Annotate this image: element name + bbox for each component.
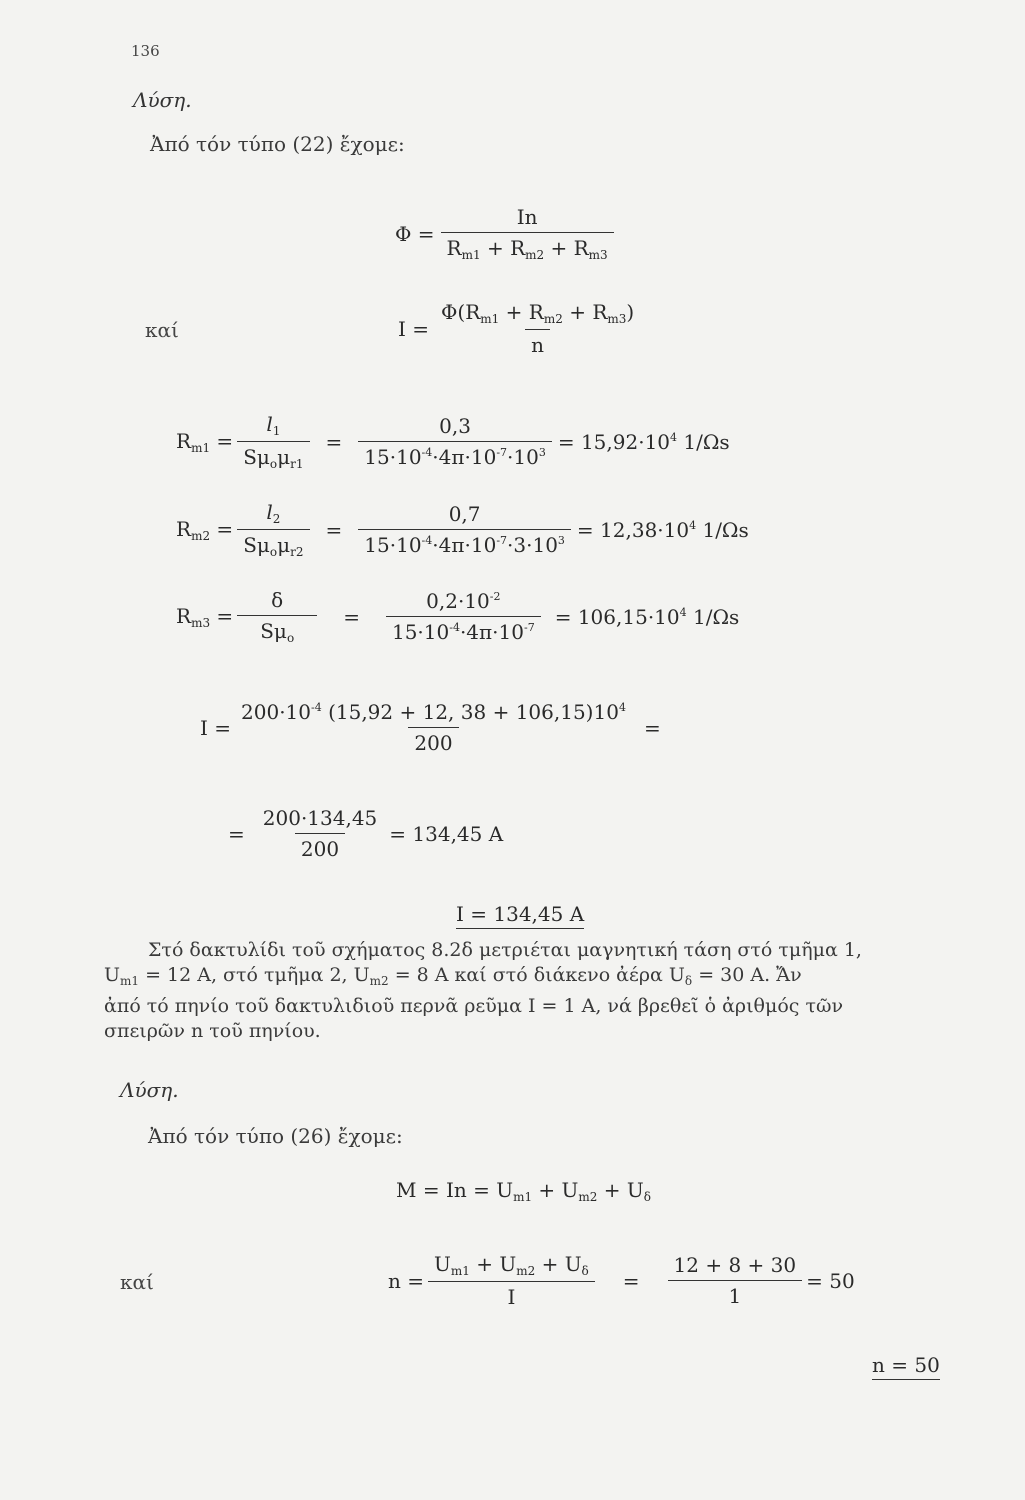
i-calc-formula xyxy=(200,700,661,755)
problem-paragraph xyxy=(104,938,964,1044)
answer-turns xyxy=(872,1353,940,1380)
i-denominator: n xyxy=(525,329,550,357)
rm3-sym-den: $S\mu_o$ xyxy=(237,615,317,645)
kai-label: καί xyxy=(145,318,179,342)
rm3-den: $15\cdot 10^{-4}\cdot 4\pi\cdot 10^{-7}$ xyxy=(386,616,541,644)
i-calc2-num: 200·134,45 xyxy=(262,806,378,830)
rm1-formula xyxy=(176,412,730,471)
answer-current-text: I = 134,45 A xyxy=(456,902,584,929)
n-numeric-fraction xyxy=(668,1253,803,1308)
i-calc2-lead: = xyxy=(228,821,245,846)
solution2-intro: Ἀπό τόν τύπο (26) ἔχομε: xyxy=(148,1124,403,1148)
rm1-result: = $15,92\cdot 10^4$ 1/Ωs xyxy=(557,429,730,454)
problem-line-2: $U_{m1} = 12$ A, στό τμῆμα 2, $U_{m2} = 8$ A καί στό διάκενο ἀέρα $U_\delta = 30$ A. Ἄν xyxy=(104,964,802,988)
page-number: 136 xyxy=(131,42,160,60)
n-sym-den: I xyxy=(428,1281,595,1309)
i-calc2-den: 200 xyxy=(295,833,345,861)
n-val-num: 12 + 8 + 30 xyxy=(673,1253,797,1277)
rm1-numeric-fraction xyxy=(358,414,552,469)
n-equals: = xyxy=(622,1268,640,1293)
answer-turns-text: n = 50 xyxy=(872,1353,940,1380)
solution-intro: Ἀπό τόν τύπο (22) ἔχομε: xyxy=(150,132,405,156)
rm3-num: $0,2\cdot 10^{-2}$ xyxy=(426,589,501,613)
solution2-heading: Λύση. xyxy=(120,1078,179,1102)
n-val-den: 1 xyxy=(668,1280,803,1308)
i-calc-lhs: I = xyxy=(200,715,232,740)
phi-numerator: In xyxy=(516,205,538,229)
rm1-lhs: $R_{m1}$ = xyxy=(176,428,234,455)
rm3-numeric-fraction xyxy=(386,589,541,644)
phi-formula xyxy=(395,205,614,262)
rm1-num: 0,3 xyxy=(439,414,471,438)
n-formula xyxy=(388,1252,855,1309)
rm3-formula xyxy=(176,588,739,645)
answer-current xyxy=(456,902,584,929)
i-numerator: $\Phi(R_{m1} + R_{m2} + R_{m3})$ xyxy=(441,300,635,326)
rm2-symbolic-fraction xyxy=(237,500,309,559)
m-equation-text: $M = In = U_{m1} + U_{m2} + U_\delta$ xyxy=(396,1178,651,1204)
rm3-equals: = xyxy=(343,604,360,629)
rm2-sym-num: $l_2$ xyxy=(266,500,281,526)
n-symbolic-fraction xyxy=(428,1252,595,1309)
i-calc2-fraction xyxy=(257,806,384,861)
m-equation xyxy=(396,1178,651,1204)
rm2-numeric-fraction xyxy=(358,502,571,557)
phi-fraction xyxy=(441,205,614,262)
solution-heading: Λύση. xyxy=(133,88,192,112)
rm2-lhs: $R_{m2}$ = xyxy=(176,516,234,543)
problem-line-1: Στό δακτυλίδι τοῦ σχήματος 8.2δ μετριέται μαγνητική τάση στό τμῆμα 1, xyxy=(148,939,862,961)
n-result: = 50 xyxy=(806,1268,855,1293)
phi-denominator: $R_{m1} + R_{m2} + R_{m3}$ xyxy=(441,232,614,262)
rm3-result: = $106,15\cdot 10^4$ 1/Ωs xyxy=(554,604,740,629)
rm1-symbolic-fraction xyxy=(237,412,309,471)
i-calc2-result: = 134,45 A xyxy=(389,821,504,846)
rm3-symbolic-fraction xyxy=(237,588,317,645)
rm2-equals: = xyxy=(325,517,343,542)
rm1-den: $15\cdot 10^{-4}\cdot 4\pi\cdot 10^{-7}\cdot 10^3$ xyxy=(358,441,552,469)
rm2-num: 0,7 xyxy=(448,502,481,526)
n-lhs: n = xyxy=(388,1268,424,1293)
i-calc-trail: = xyxy=(643,715,661,740)
rm2-den: $15\cdot 10^{-4}\cdot 4\pi\cdot 10^{-7}\cdot 3\cdot 10^3$ xyxy=(358,529,571,557)
rm2-result: = $12,38\cdot 10^4$ 1/Ωs xyxy=(576,517,749,542)
rm1-equals: = xyxy=(325,429,343,454)
i-calc2-formula xyxy=(228,806,503,861)
i-calc-num: $200\cdot 10^{-4}$ (15,92 + 12, $38 + 106,15)10^4$ xyxy=(241,700,626,724)
phi-lhs: Φ = xyxy=(395,221,435,246)
problem-line-4: σπειρῶν n τοῦ πηνίου. xyxy=(104,1020,321,1042)
rm3-sym-num: δ xyxy=(271,588,284,612)
i-fraction xyxy=(435,300,640,357)
i-calc-fraction xyxy=(235,700,632,755)
i-formula xyxy=(398,300,640,357)
kai-label-2: καί xyxy=(120,1270,154,1294)
rm1-sym-num: $l_1$ xyxy=(266,412,281,438)
rm1-sym-den: $S\mu_o\mu_{r1}$ xyxy=(237,441,309,471)
n-sym-num: $U_{m1} + U_{m2} + U_\delta$ xyxy=(434,1252,589,1278)
i-lhs: I = xyxy=(398,316,430,341)
problem-line-3: ἀπό τό πηνίο τοῦ δακτυλιδιοῦ περνᾶ ρεῦμα I = 1 A, νά βρεθεῖ ὁ ἀριθμός τῶν xyxy=(104,995,844,1017)
rm2-formula xyxy=(176,500,749,559)
rm2-sym-den: $S\mu_o\mu_{r2}$ xyxy=(237,529,309,559)
i-calc-den: 200 xyxy=(408,727,458,755)
rm3-lhs: $R_{m3}$ = xyxy=(176,603,234,630)
